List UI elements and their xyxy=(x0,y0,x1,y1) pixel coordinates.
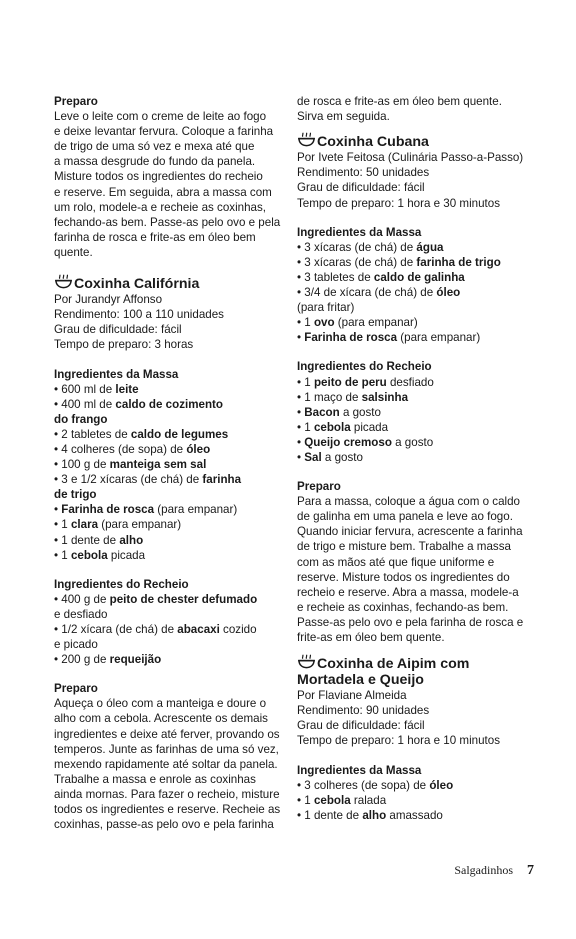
page-footer xyxy=(454,861,534,879)
spacer xyxy=(297,465,533,479)
ingredient-name: manteiga sem sal xyxy=(109,458,207,472)
text-line: de galinha em uma panela e leve ao fogo. xyxy=(297,510,513,524)
ingredient-name: Farinha de rosca xyxy=(304,331,398,345)
ingredient-text: • 400 ml de xyxy=(54,397,116,411)
recipe-title-text: Coxinha Califórnia xyxy=(74,276,200,293)
text-line: fechando-as bem. Passe-as pelo ovo e pela xyxy=(54,215,281,229)
preparo-heading: Preparo xyxy=(297,480,341,494)
ingredient-name: de trigo xyxy=(54,488,97,502)
ingredient-text: • 100 g de xyxy=(54,458,110,472)
ingredient-name: alho xyxy=(362,808,387,822)
ingredient-line xyxy=(297,375,533,390)
text-line: Misture todos os ingredientes do recheio xyxy=(54,170,263,184)
ingredient-text: (para empanar) xyxy=(334,316,418,330)
left-column xyxy=(54,94,284,832)
ingredient-text: • 3 colheres (de sopa) de xyxy=(297,778,430,792)
ingredient-text: (para empanar) xyxy=(154,503,238,517)
page-number: 7 xyxy=(527,863,534,878)
recipe-title-text-line2: Mortadela e Queijo xyxy=(297,672,424,689)
recipe-yield: Rendimento: 100 a 110 unidades xyxy=(54,308,224,322)
ingredient-name: ovo xyxy=(313,316,335,330)
ingredient-text: • 600 ml de xyxy=(54,382,116,396)
ingredient-line xyxy=(297,420,533,435)
text-line: a massa desgrude do fundo da panela. xyxy=(54,155,256,169)
text-line: de trigo e misture bem. Trabalhe a massa xyxy=(297,540,511,554)
ingredient-name: peito de peru xyxy=(313,375,387,389)
text-line: e deixe levantar fervura. Coloque a farinha xyxy=(54,125,274,139)
ingredient-line xyxy=(297,405,533,420)
ingredient-text: a gosto xyxy=(339,405,381,419)
text-line: temperos. Junte as farinhas de uma só vez, xyxy=(54,742,279,756)
continued-text xyxy=(297,94,533,124)
ingredient-text: • 1 xyxy=(54,518,71,532)
ingredient-text: • 1/2 xícara (de chá) de xyxy=(54,623,178,636)
ingredient-name: óleo xyxy=(186,442,211,456)
ingredient-line xyxy=(297,390,533,405)
ingredients-recheio-heading: Ingredientes do Recheio xyxy=(297,360,432,374)
text-line: mexendo rapidamente até soltar da panela. xyxy=(54,757,278,771)
ingredients-massa-heading: Ingredientes da Massa xyxy=(54,367,179,381)
text-line: Para a massa, coloque a água com o caldo xyxy=(297,495,520,509)
ingredient-line xyxy=(297,270,533,285)
ingredient-text: • 200 g de xyxy=(54,653,110,667)
ingredients-recheio-heading: Ingredientes do Recheio xyxy=(54,577,189,591)
ingredient-line xyxy=(54,472,284,487)
text-line: com as mãos até que fique uniforme e xyxy=(297,555,495,569)
text-line: reserve. Misture todos os ingredientes do xyxy=(297,570,510,584)
ingredients-massa-list xyxy=(297,778,533,823)
ingredient-name: Bacon xyxy=(304,405,340,419)
ingredient-line xyxy=(54,607,284,622)
ingredient-text: • xyxy=(297,331,305,345)
ingredient-line xyxy=(54,442,284,457)
ingredient-text: cozido xyxy=(219,623,257,636)
ingredients-massa-heading: Ingredientes da Massa xyxy=(297,225,422,239)
cooking-pot-icon xyxy=(297,132,316,147)
ingredient-name: caldo de galinha xyxy=(373,270,465,284)
recipe-difficulty: Grau de dificuldade: fácil xyxy=(54,323,182,337)
ingredient-name: cebola xyxy=(313,420,351,434)
ingredient-line xyxy=(297,330,533,345)
ingredient-name: Sal xyxy=(304,450,322,464)
ingredient-name: caldo de cozimento xyxy=(115,397,224,411)
ingredient-line xyxy=(297,778,533,793)
cooking-pot-icon xyxy=(297,654,316,669)
ingredient-text: • 1 maço de xyxy=(297,390,362,404)
ingredient-line xyxy=(54,502,284,517)
ingredient-text: • 3 xícaras (de chá) de xyxy=(297,240,417,254)
section-heading: Preparo xyxy=(54,95,98,108)
spacer xyxy=(297,124,533,132)
text-line: Passe-as pelo ovo e pela farinha de rosca e xyxy=(297,615,524,629)
ingredient-text: • xyxy=(297,405,305,419)
ingredient-text: • xyxy=(54,503,62,517)
recipe-title-california xyxy=(54,274,284,292)
intro-text xyxy=(54,109,284,260)
ingredient-text: • 1 dente de xyxy=(297,808,363,822)
ingredient-text: picada xyxy=(350,420,389,434)
spacer xyxy=(297,211,533,225)
right-column xyxy=(297,94,533,823)
ingredient-line xyxy=(297,435,533,450)
ingredient-text: • 1 xyxy=(297,375,314,389)
text-line: Trabalhe a massa e enrole as coxinhas xyxy=(54,772,256,786)
recipe-time: Tempo de preparo: 1 hora e 10 minutos xyxy=(297,734,501,748)
ingredient-text: desfiado xyxy=(386,375,434,389)
ingredient-line xyxy=(297,300,533,315)
ingredient-name: farinha xyxy=(202,473,242,487)
ingredient-line xyxy=(297,450,533,465)
spacer xyxy=(54,563,284,577)
text-line: todos os ingredientes e reserve. Recheie as xyxy=(54,803,281,817)
ingredient-name: óleo xyxy=(429,778,454,792)
ingredient-text: • 1 xyxy=(297,316,314,330)
ingredient-text: (para empanar) xyxy=(98,518,182,532)
text-line: alho com a cebola. Acrescente os demais xyxy=(54,712,268,726)
ingredient-text: amassado xyxy=(386,808,443,822)
ingredients-massa-list xyxy=(54,382,284,563)
preparo-text xyxy=(297,494,533,645)
ingredients-massa-heading: Ingredientes da Massa xyxy=(297,763,422,777)
ingredient-line xyxy=(54,637,284,652)
section-name: Salgadinhos xyxy=(454,863,513,877)
recipe-time: Tempo de preparo: 3 horas xyxy=(54,338,194,352)
recipe-difficulty: Grau de dificuldade: fácil xyxy=(297,719,425,733)
text-line: frite-as em óleo bem quente. xyxy=(297,631,445,644)
ingredient-text: (para empanar) xyxy=(397,331,481,345)
text-line: um rolo, modele-a e recheie as coxinhas, xyxy=(54,200,267,214)
ingredient-line xyxy=(54,487,284,502)
spacer xyxy=(54,260,284,274)
ingredient-name: requeijão xyxy=(109,653,162,667)
text-line: de rosca e frite-as em óleo bem quente. xyxy=(297,95,502,108)
ingredient-text: • 1 xyxy=(297,420,314,434)
ingredient-name: alho xyxy=(119,533,144,547)
ingredient-name: abacaxi xyxy=(177,623,220,636)
text-line: Quando iniciar fervura, acrescente a farinha xyxy=(297,525,523,539)
recipe-author: Por Ivete Feitosa (Culinária Passo-a-Passo) xyxy=(297,151,524,165)
text-line: quente. xyxy=(54,245,93,259)
ingredients-massa-list xyxy=(297,240,533,346)
ingredient-name: farinha de trigo xyxy=(416,255,501,269)
ingredient-name: cebola xyxy=(70,548,108,562)
ingredient-text: • 4 colheres (de sopa) de xyxy=(54,442,187,456)
text-line: ingredientes e deixe até ferver, provando os xyxy=(54,727,280,741)
recipe-title-aipim xyxy=(297,654,533,688)
text-line: Sirva em seguida. xyxy=(297,110,390,124)
text-line: Aqueça o óleo com a manteiga e doure o xyxy=(54,697,267,711)
spacer xyxy=(297,645,533,654)
recipe-title-text: Coxinha Cubana xyxy=(317,134,429,151)
ingredient-text: a gosto xyxy=(391,435,434,449)
text-line: recheio e reserve. Abra a massa, modele-a xyxy=(297,585,519,599)
text-line: e recheie as coxinhas, fechando-as bem. xyxy=(297,600,509,614)
ingredient-line xyxy=(297,315,533,330)
preparo-text xyxy=(54,696,284,832)
ingredient-name: caldo de legumes xyxy=(130,427,229,441)
ingredients-recheio-list xyxy=(297,375,533,466)
ingredient-line xyxy=(54,427,284,442)
text-line: coxinhas, passe-as pelo ovo e pela farinha xyxy=(54,818,274,832)
ingredient-text: • 2 tabletes de xyxy=(54,427,131,441)
ingredient-text: • 1 xyxy=(297,793,314,807)
ingredient-name: cebola xyxy=(313,793,351,807)
cooking-pot-icon xyxy=(54,274,73,289)
spacer xyxy=(297,345,533,359)
spacer xyxy=(54,353,284,367)
ingredient-text: • 400 g de xyxy=(54,592,110,606)
ingredient-name: Farinha de rosca xyxy=(61,503,155,517)
ingredient-name: água xyxy=(416,240,444,254)
ingredient-name: salsinha xyxy=(361,390,409,404)
text-line: farinha de rosca e frite-as em óleo bem xyxy=(54,230,256,244)
ingredient-text: e desfiado xyxy=(54,607,108,621)
text-line: ainda mornas. Para fazer o recheio, misture xyxy=(54,787,280,801)
recipe-difficulty: Grau de dificuldade: fácil xyxy=(297,181,425,195)
ingredient-line xyxy=(54,622,284,637)
recipe-author: Por Flaviane Almeida xyxy=(297,689,407,703)
ingredient-line xyxy=(297,285,533,300)
recipe-author: Por Jurandyr Affonso xyxy=(54,293,163,307)
text-line: de trigo de uma só vez e mexa até que xyxy=(54,140,255,154)
ingredient-line xyxy=(54,592,284,607)
ingredient-line xyxy=(54,517,284,532)
ingredient-text: • xyxy=(297,450,305,464)
ingredient-text: a gosto xyxy=(321,450,363,464)
ingredient-text: • 1 dente de xyxy=(54,533,120,547)
preparo-heading: Preparo xyxy=(54,682,98,696)
ingredient-line xyxy=(54,382,284,397)
recipe-yield: Rendimento: 90 unidades xyxy=(297,704,430,718)
recipe-title-text: Coxinha de Aipim com xyxy=(317,656,470,673)
ingredient-line xyxy=(297,240,533,255)
ingredient-line xyxy=(54,533,284,548)
ingredient-text: • 3 e 1/2 xícaras (de chá) de xyxy=(54,473,203,487)
ingredients-recheio-list xyxy=(54,592,284,667)
ingredient-name: Queijo cremoso xyxy=(304,435,392,449)
ingredient-line xyxy=(54,397,284,412)
ingredient-name: óleo xyxy=(436,286,461,300)
ingredient-line xyxy=(297,255,533,270)
ingredient-text: • 3 tabletes de xyxy=(297,270,374,284)
recipe-time: Tempo de preparo: 1 hora e 30 minutos xyxy=(297,196,501,210)
ingredient-text: ralada xyxy=(350,793,387,807)
ingredient-name: peito de chester defumado xyxy=(109,592,258,606)
spacer xyxy=(297,749,533,763)
ingredient-line xyxy=(54,457,284,472)
ingredient-line xyxy=(54,652,284,667)
ingredient-line xyxy=(54,412,284,427)
ingredient-text: • 3 xícaras (de chá) de xyxy=(297,255,417,269)
text-line: e reserve. Em seguida, abra a massa com xyxy=(54,185,272,199)
ingredient-line xyxy=(297,808,533,823)
ingredient-name: clara xyxy=(70,518,99,532)
ingredient-name: leite xyxy=(115,382,139,396)
ingredient-text: • 1 xyxy=(54,548,71,562)
ingredient-text: • xyxy=(297,435,305,449)
ingredient-line xyxy=(54,548,284,563)
ingredient-name: do frango xyxy=(54,412,108,426)
ingredient-text: • 3/4 de xícara (de chá) de xyxy=(297,286,437,300)
text-line: Leve o leite com o creme de leite ao fogo xyxy=(54,110,267,124)
recipe-yield: Rendimento: 50 unidades xyxy=(297,166,430,180)
recipe-title-cubana xyxy=(297,132,533,150)
ingredient-text: picada xyxy=(107,548,146,562)
ingredient-line xyxy=(297,793,533,808)
ingredient-text: e picado xyxy=(54,638,98,652)
ingredient-text: (para fritar) xyxy=(297,301,355,315)
spacer xyxy=(54,667,284,681)
